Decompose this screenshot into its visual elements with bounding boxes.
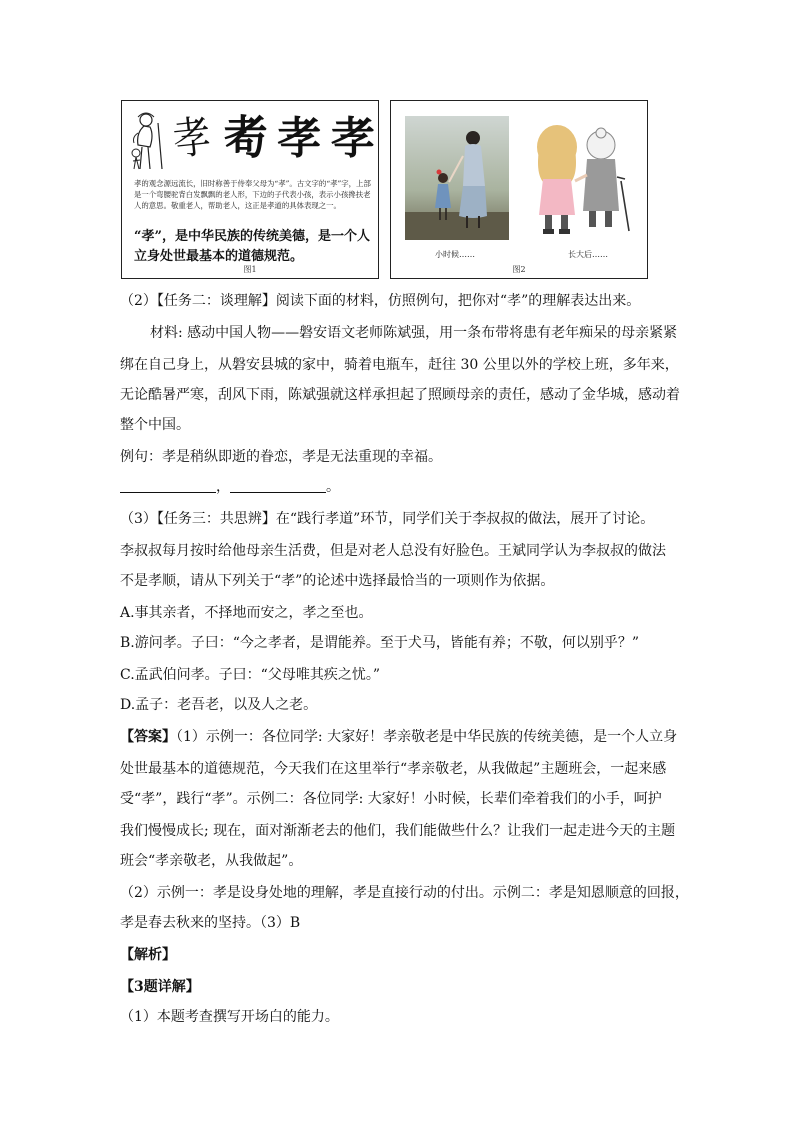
xiao-glyph-3: 孝 bbox=[277, 113, 322, 164]
answer-line-6: （2）示例一：孝是设身处地的理解，孝是直接行动的付出。示例二：孝是知恩顺意的回报， bbox=[120, 885, 689, 901]
figure-1 bbox=[121, 100, 379, 279]
xiao-slogan-text: “孝”，是中华民族的传统美德，是一个人立身处世最基本的道德规范。 bbox=[134, 229, 370, 264]
analysis-line-1: （1）本题考查撰写开场白的能力。 bbox=[120, 1009, 339, 1025]
grown-daughter-with-elder-cartoon bbox=[521, 119, 639, 241]
material-line-3: 无论酷暑严寒，刮风下雨，陈斌强就这样承担起了照顾母亲的责任，感动了金华城，感动着 bbox=[120, 387, 680, 403]
xiao-glyph-1: 孝 bbox=[170, 111, 214, 166]
material-line-1: 材料: 感动中国人物——磐安语文老师陈斌强，用一条布带将患有老年痴呆的母亲紧紧 bbox=[150, 325, 678, 341]
task-two-prompt: （2）【任务二：谈理解】阅读下面的材料，仿照例句，把你对“孝”的理解表达出来。 bbox=[120, 293, 641, 309]
task-three-prompt: （3）【任务三：共思辨】在“践行孝道”环节，同学们关于李叔叔的做法，展开了讨论。 bbox=[120, 511, 655, 527]
figure-1-caption: 图1 bbox=[243, 265, 257, 274]
answer-line-7: 孝是春去秋来的坚持。（3）B bbox=[120, 915, 301, 931]
answer-line-3: 受“孝”，践行“孝”。示例二：各位同学: 大家好！小时候，长辈们牵着我们的小手，呵护 bbox=[120, 791, 662, 807]
blank-separator: ， bbox=[216, 479, 230, 495]
answer-text-1: （1）示例一：各位同学: 大家好！孝亲敬老是中华民族的传统美德，是一个人立身 bbox=[176, 729, 678, 745]
mother-daughter-photo bbox=[405, 116, 509, 240]
material-line-2: 绑在自己身上，从磐安县城的家中，骑着电瓶车，赶往 30 公里以外的学校上班，多年来， bbox=[120, 357, 679, 373]
task-three-line-2: 李叔叔每月按时给他母亲生活费，但是对老人总没有好脸色。王斌同学认为李叔叔的做法 bbox=[120, 543, 666, 559]
ancient-xiao-glyphs bbox=[170, 109, 375, 169]
childhood-label: 小时候…… bbox=[435, 250, 475, 259]
task-three-line-3: 不是孝顺，请从下列关于“孝”的论述中选择最恰当的一项则作为依据。 bbox=[120, 573, 555, 589]
option-b: B.游问孝。子曰：“今之孝者，是谓能养。至于犬马，皆能有养；不敬，何以别乎？” bbox=[120, 635, 640, 651]
option-d: D.孟子：老吾老，以及人之老。 bbox=[120, 697, 318, 713]
elder-with-child-icon bbox=[128, 111, 168, 173]
xiao-explanation-text: 孝的观念源远流长，旧时称善于侍奉父母为“孝”。古文字的“孝”字，上部是一个弯腰驼背白发飘飘的老人形，下边的子代表小孩，表示小孩搀扶老人的意思。敬重老人，帮助老人，这正是孝道的具体表现之一。 bbox=[134, 179, 371, 210]
xiao-glyph-2: 耇 bbox=[223, 111, 268, 166]
xiao-glyph-4: 孝 bbox=[330, 113, 375, 164]
material-line-4: 整个中国。 bbox=[120, 417, 190, 433]
answer-line-5: 班会“孝亲敬老，从我做起”。 bbox=[120, 853, 303, 869]
answer-line-2: 处世最基本的道德规范，今天我们在这里举行“孝亲敬老，从我做起”主题班会，一起来感 bbox=[120, 761, 667, 777]
answer-tag: 【答案】 bbox=[120, 729, 176, 745]
analysis-heading: 【解析】 bbox=[120, 947, 176, 963]
option-a: A.事其亲者，不择地而安之，孝之至也。 bbox=[120, 605, 373, 621]
blank-end: 。 bbox=[326, 479, 340, 495]
figure-2-caption: 图2 bbox=[512, 265, 526, 274]
grown-up-label: 长大后…… bbox=[568, 250, 608, 259]
option-c: C.孟武伯问孝。子曰：“父母唯其疾之忧。” bbox=[120, 667, 380, 683]
answer-blank-1[interactable] bbox=[120, 478, 216, 493]
answer-line-4: 我们慢慢成长; 现在，面对渐渐老去的他们，我们能做些什么？让我们一起走进今天的主题 bbox=[120, 823, 676, 839]
answer-line-1 bbox=[120, 728, 677, 746]
answer-blank-2[interactable] bbox=[230, 478, 326, 493]
example-sentence: 例句：孝是稍纵即逝的眷恋，孝是无法重现的幸福。 bbox=[120, 449, 442, 465]
answer-blanks bbox=[120, 478, 340, 496]
figure-2 bbox=[390, 100, 648, 279]
question-detail-heading: 【3题详解】 bbox=[120, 979, 200, 995]
